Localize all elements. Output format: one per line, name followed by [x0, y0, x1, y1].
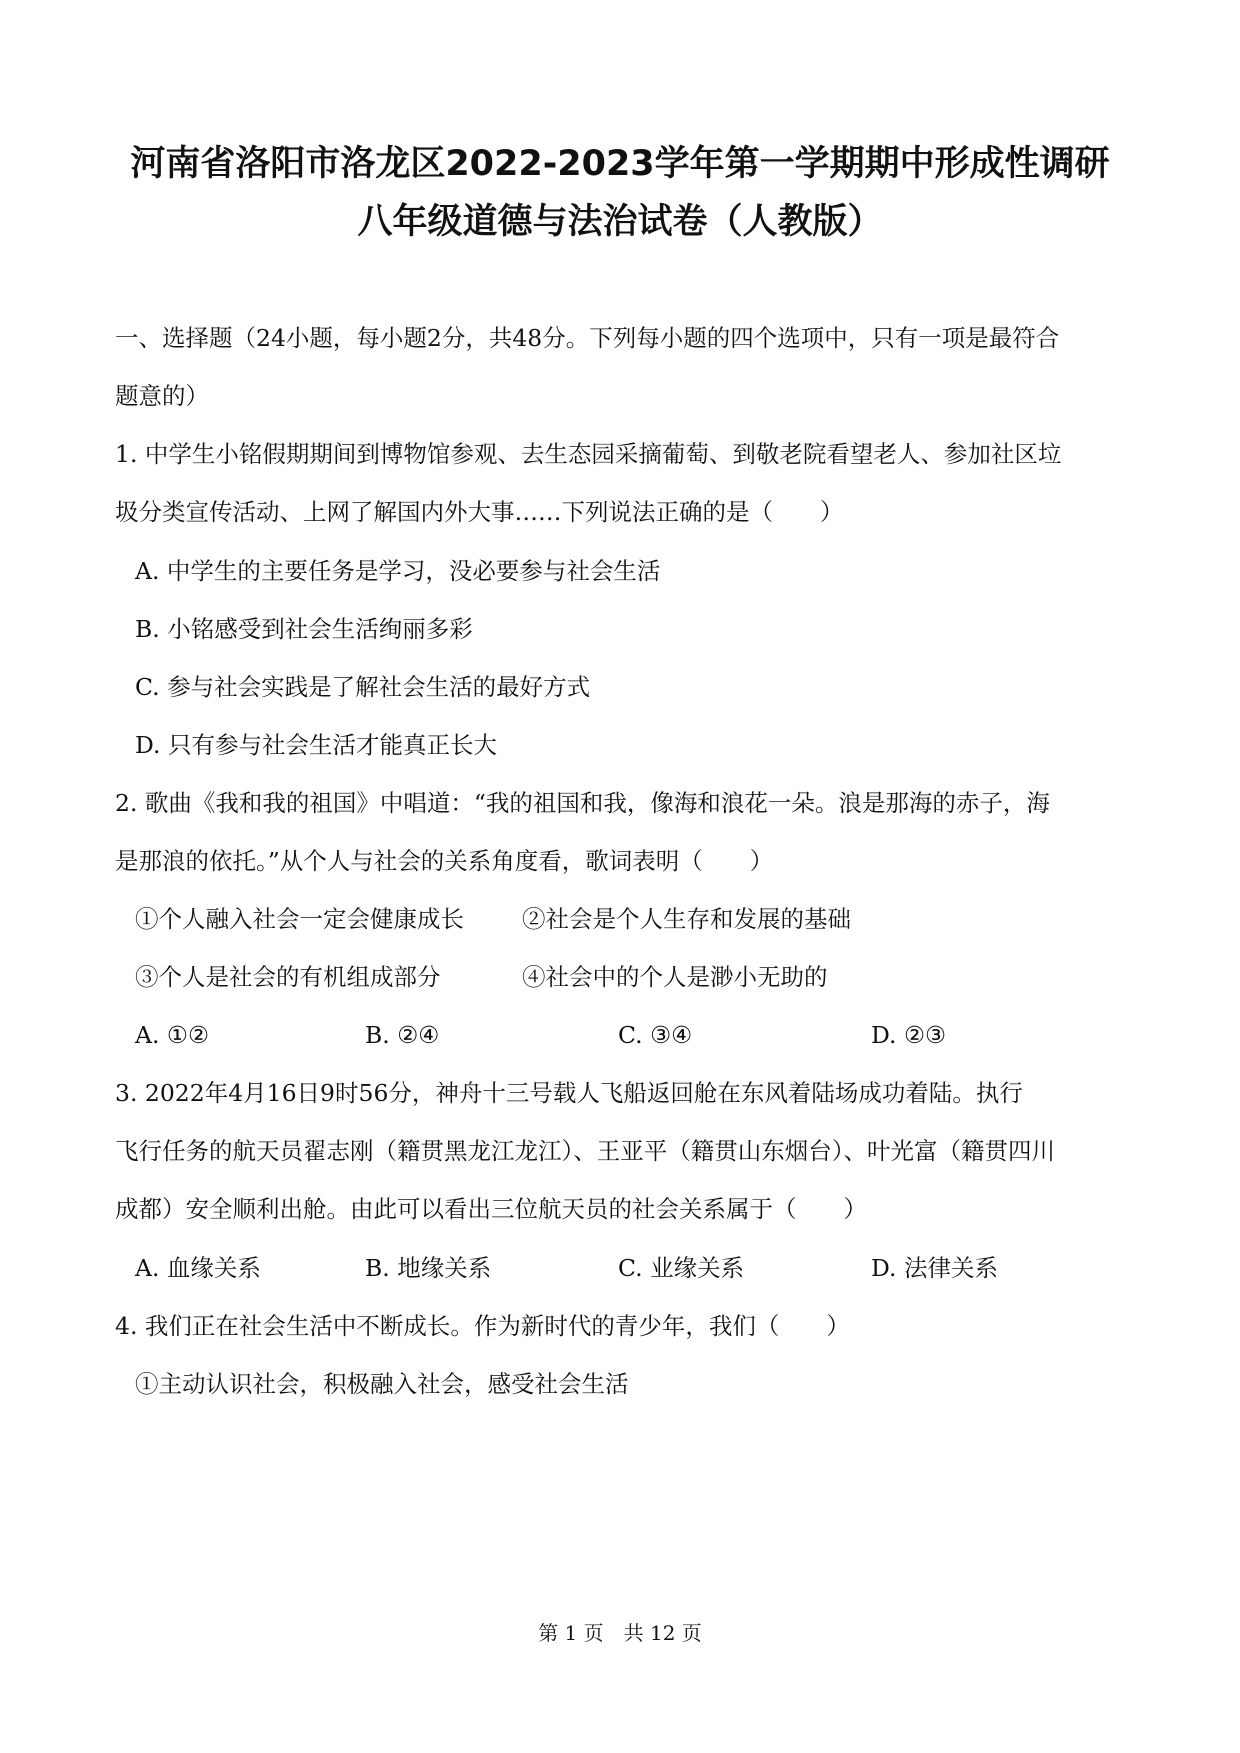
question-2-stem-line-1: 2. 歌曲《我和我的祖国》中唱道：“我的祖国和我，像海和浪花一朵。浪是那海的赤子，海 [115, 789, 1050, 817]
question-1-stem-line-1: 1. 中学生小铭假期期间到博物馆参观、去生态园采摘葡萄、到敬老院看望老人、参加社区垃 [115, 440, 1062, 468]
question-1-option-a[interactable]: A. 中学生的主要任务是学习，没必要参与社会生活 [135, 557, 661, 585]
question-4-stem-line-1: 4. 我们正在社会生活中不断成长。作为新时代的青少年，我们（ ） [115, 1312, 850, 1340]
question-3-option-b[interactable]: B. 地缘关系 [365, 1254, 492, 1282]
question-2-statement-4: ④社会中的个人是渺小无助的 [522, 963, 828, 991]
question-2-option-d[interactable]: D. ②③ [871, 1021, 947, 1049]
question-3-option-d[interactable]: D. 法律关系 [871, 1254, 998, 1282]
question-1-option-b[interactable]: B. 小铭感受到社会生活绚丽多彩 [135, 615, 473, 643]
document-title-line-1: 河南省洛阳市洛龙区2022-2023学年第一学期期中形成性调研 [130, 144, 1110, 184]
question-2-option-b[interactable]: B. ②④ [365, 1021, 440, 1049]
question-2-option-a[interactable]: A. ①② [135, 1021, 210, 1049]
section-header-line-1: 一、选择题（24小题，每小题2分，共48分。下列每小题的四个选项中，只有一项是最符合 [115, 324, 1060, 352]
question-1-stem-line-2: 圾分类宣传活动、上网了解国内外大事……下列说法正确的是（ ） [115, 498, 844, 526]
document-title-line-2: 八年级道德与法治试卷（人教版） [357, 202, 883, 242]
question-2-statement-3: ③个人是社会的有机组成部分 [135, 963, 441, 991]
question-3-stem-line-3: 成都）安全顺利出舱。由此可以看出三位航天员的社会关系属于（ ） [115, 1195, 867, 1223]
question-3-option-c[interactable]: C. 业缘关系 [618, 1254, 745, 1282]
question-4-statement-1: ①主动认识社会，积极融入社会，感受社会生活 [135, 1370, 629, 1398]
question-2-statement-1: ①个人融入社会一定会健康成长 [135, 905, 464, 933]
question-2-statement-2: ②社会是个人生存和发展的基础 [522, 905, 851, 933]
question-2-stem-line-2: 是那浪的依托。”从个人与社会的关系角度看，歌词表明（ ） [115, 847, 774, 875]
question-1-option-c[interactable]: C. 参与社会实践是了解社会生活的最好方式 [135, 673, 591, 701]
question-3-stem-line-2: 飞行任务的航天员翟志刚（籍贯黑龙江龙江）、王亚平（籍贯山东烟台）、叶光富（籍贯四川 [115, 1137, 1055, 1165]
section-header-line-2: 题意的） [115, 382, 209, 410]
question-2-option-c[interactable]: C. ③④ [618, 1021, 693, 1049]
question-1-option-d[interactable]: D. 只有参与社会生活才能真正长大 [135, 731, 497, 759]
question-3-option-a[interactable]: A. 血缘关系 [135, 1254, 261, 1282]
question-3-stem-line-1: 3. 2022年4月16日9时56分，神舟十三号载人飞船返回舱在东风着陆场成功着陆。执行 [115, 1079, 1023, 1107]
page-footer: 第 1 页 共 12 页 [538, 1621, 702, 1645]
